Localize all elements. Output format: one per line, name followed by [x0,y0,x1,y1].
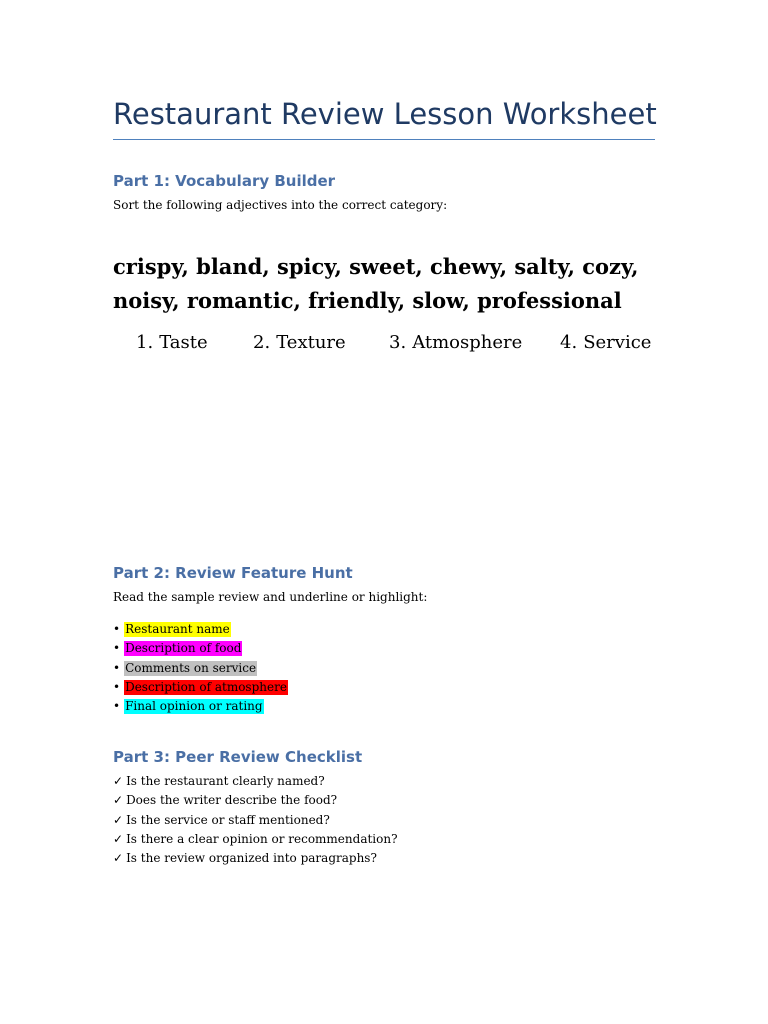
checklist-item [113,811,398,830]
category-label: Atmosphere [412,332,523,353]
list-item [113,697,288,716]
checklist-text: Is the review organized into paragraphs? [126,851,377,866]
part1-instruction: Sort the following adjectives into the correct category: [113,198,448,212]
word-bank-line-1: crispy, bland, spicy, sweet, chewy, salty, cozy, [113,254,639,279]
category-taste [136,332,208,353]
checkmark-icon: ✓ [113,793,124,808]
checkmark-icon: ✓ [113,851,124,866]
category-number: 1. [136,332,154,353]
part2-instruction: Read the sample review and underline or highlight: [113,590,428,604]
bullet-icon: • [113,679,121,694]
category-number: 3. [389,332,407,353]
highlighted-feature: Restaurant name [125,622,230,636]
checklist-item [113,849,398,868]
peer-review-checklist [113,772,398,868]
feature-hunt-list [113,620,288,716]
checkmark-icon: ✓ [113,812,124,827]
checklist-item [113,830,398,849]
category-label: Service [583,332,652,353]
checklist-text: Is the service or staff mentioned? [126,812,330,827]
checkmark-icon: ✓ [113,831,124,846]
category-label: Taste [159,332,208,353]
part1-heading: Part 1: Vocabulary Builder [113,172,336,190]
category-number: 4. [560,332,578,353]
list-item [113,620,288,639]
category-label: Texture [276,332,346,353]
category-list [0,332,768,360]
category-number: 2. [253,332,271,353]
highlighted-feature: Final opinion or rating [125,699,263,714]
checkmark-icon: ✓ [113,774,124,788]
adjective-word-bank [113,250,673,318]
word-bank-line-2: noisy, romantic, friendly, slow, professional [113,288,622,313]
highlighted-feature: Description of atmosphere [125,679,287,694]
bullet-icon: • [113,699,121,714]
checklist-item [113,772,398,791]
category-texture [253,332,346,353]
part3-heading: Part 3: Peer Review Checklist [113,748,363,766]
checklist-item [113,791,398,810]
checklist-text: Does the writer describe the food? [126,793,338,808]
page-title: Restaurant Review Lesson Worksheet [113,97,657,131]
bullet-icon: • [113,641,121,656]
bullet-icon: • [113,622,121,636]
highlighted-feature: Description of food [125,641,242,656]
checklist-text: Is the restaurant clearly named? [126,774,325,788]
list-item [113,659,288,678]
list-item [113,678,288,697]
highlighted-feature: Comments on service [125,660,257,675]
category-atmosphere [389,332,522,353]
title-divider [113,139,655,140]
checklist-text: Is there a clear opinion or recommendation? [126,831,398,846]
bullet-icon: • [113,660,121,675]
part2-heading: Part 2: Review Feature Hunt [113,564,353,582]
category-service [560,332,651,353]
list-item [113,639,288,658]
